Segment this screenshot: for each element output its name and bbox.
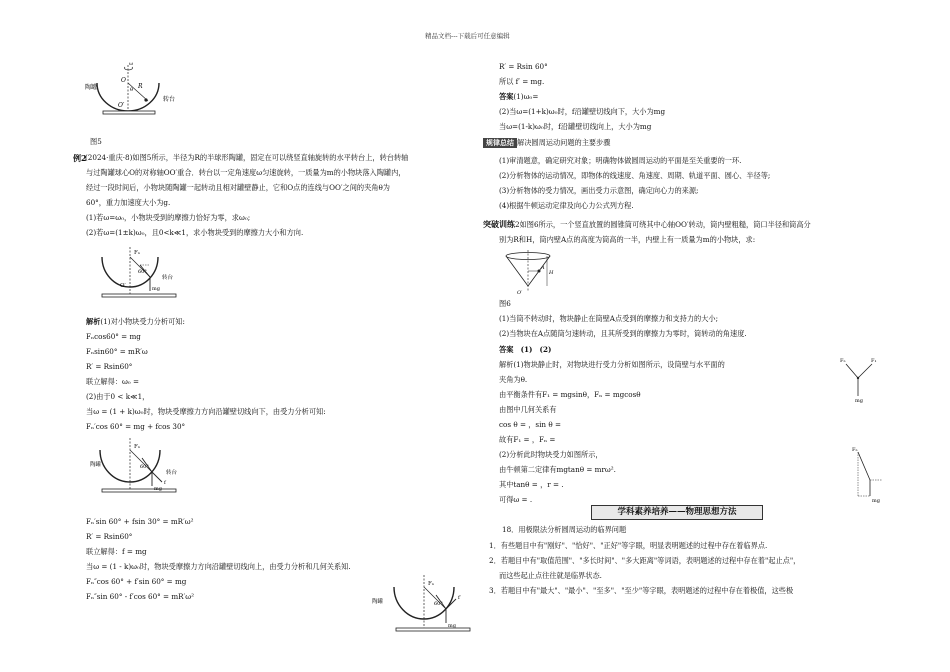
equation-9: Fₙ″cos 60° + f′sin 60° = mg bbox=[86, 577, 187, 586]
fd1-60-label: 60° bbox=[138, 269, 147, 275]
training-question-1: (1)当筒不转动时，物块静止在筒壁A点受到的摩擦力和支持力的大小; bbox=[499, 314, 719, 323]
fig5-O-label: O bbox=[121, 77, 126, 84]
training-label: 突破训练 bbox=[483, 219, 515, 229]
rule-3: (3)分析物体的受力情况，画出受力示意图，确定向心力的来源; bbox=[499, 186, 699, 195]
training-answer: 答案 (1) (2) bbox=[499, 345, 552, 354]
answer-label: 答案 bbox=[499, 92, 514, 101]
right-eq-1: R′ = Rsin 60° bbox=[499, 62, 548, 71]
point-2a: 2．若题目中有"取值范围"、"多长时间"、"多大距离"等词语，表明题述的过程中存在着"起止点"， bbox=[489, 556, 801, 565]
step-4: 当ω = (1 - k)ω₀时，物块受摩擦力方向沿罐壁切线向上，由受力分析和几何关系知. bbox=[86, 562, 351, 571]
answer-1 bbox=[499, 93, 538, 100]
equation-3: R′ = Rsin60° bbox=[86, 362, 133, 371]
solution-step-1: (1)对小物块受力分析可知: bbox=[100, 317, 185, 326]
fig6-Oprime-label: O′ bbox=[517, 290, 523, 296]
rule-4: (4)根据牛顿运动定律及向心力公式列方程. bbox=[499, 201, 634, 210]
question-2: (2)若ω=(1±k)ω₀，且0<k≪1，求小物块受到的摩擦力大小和方向. bbox=[86, 228, 304, 237]
fig6-A-label: A bbox=[541, 265, 545, 271]
section-banner: 学科素养培养——物理思想方法 bbox=[591, 505, 763, 520]
fd2-60-label: 60° bbox=[140, 464, 149, 470]
fd2-f-label: f bbox=[164, 480, 166, 486]
fd2-FN-label: Fₙ bbox=[134, 444, 141, 450]
question-1: (1)若ω=ω₀，小物块受到的摩擦力恰好为零，求ω₀; bbox=[86, 213, 251, 222]
training-text-1: 2如图6所示，一个竖直放置的圆锥筒可绕其中心轴OO′转动，筒内壁粗糙，筒口半径和筒高分 bbox=[515, 220, 811, 229]
training-line-2: 别为R和H，筒内壁A点的高度为筒高的一半，内壁上有一质量为m的小物块，求: bbox=[499, 235, 756, 244]
training-question-2: (2)当物块在A点随筒匀速转动，且其所受到的摩擦力为零时，筒转动的角速度. bbox=[499, 329, 747, 338]
fd1-Oprime-label: O′ bbox=[120, 283, 126, 289]
fig5-R-label: R bbox=[138, 83, 143, 90]
fd3-fprime-label: f′ bbox=[458, 595, 461, 601]
equation-4: 联立解得：ω₀ = bbox=[86, 377, 139, 386]
fig5-jar-diagram bbox=[85, 63, 200, 123]
fig6-H-label: H bbox=[549, 270, 554, 276]
example-line-3: 经过一段时间后，小物块随陶罐一起转动且相对罐壁静止，它和O点的连线与OO′之间的夹角θ为 bbox=[86, 183, 390, 192]
training-solution-2: 夹角为θ. bbox=[499, 375, 528, 384]
fd1-turntable-label: 转台 bbox=[162, 275, 174, 281]
training-solution-10: 可得ω = . bbox=[499, 495, 533, 504]
training-solution-1: 解析(1)物块静止时，对物块进行受力分析如图所示，设筒壁与水平面的 bbox=[499, 360, 725, 369]
example-line-1: (2024·重庆·8)如图5所示，半径为R的半球形陶罐，固定在可以绕竖直轴旋转的水平转台上，转台转轴 bbox=[85, 153, 409, 162]
force-diagram-rotating bbox=[850, 448, 890, 503]
equation-7: R′ = Rsin60° bbox=[86, 532, 133, 541]
fds-FN-label: Fₙ bbox=[840, 358, 846, 364]
right-eq-2: 所以 f′ = mg. bbox=[499, 77, 545, 86]
fig5-jar-label: 陶罐 bbox=[85, 84, 98, 91]
training-solution-9: 其中tanθ = ，r = . bbox=[499, 480, 564, 489]
rule-title: 解决圆周运动问题的主要步骤 bbox=[517, 138, 611, 147]
section-18-title: 18．用极限法分析圆周运动的临界问题 bbox=[502, 525, 627, 534]
point-2b: 而这些起止点往往就是临界状态. bbox=[499, 571, 602, 580]
fd3-jar-label: 陶罐 bbox=[372, 599, 384, 605]
training-solution-5: cos θ = ，sin θ = bbox=[499, 420, 561, 429]
fds-mg-label: mg bbox=[855, 398, 863, 404]
equation-8: 联立解得：f = mg bbox=[86, 547, 147, 556]
equation-10: Fₙ″sin 60° - f′cos 60° = mR′ω² bbox=[86, 592, 194, 601]
fd3-FN-label: Fₙ bbox=[428, 581, 435, 587]
training-solution-3: 由平衡条件有F₁ = mgsinθ，Fₙ = mgcosθ bbox=[499, 390, 641, 399]
fd1-FN-label: Fₙ bbox=[134, 250, 141, 256]
answer-2: (2)当ω=(1+k)ω₀时，f沿罐壁切线向下，大小为mg bbox=[499, 107, 666, 116]
rule-tag: 规律总结 bbox=[483, 138, 517, 148]
training-solution-7: (2)分析此时物块受力如图所示， bbox=[499, 450, 603, 459]
equation-1: Fₙcos60° = mg bbox=[86, 332, 141, 341]
force-diagram-2 bbox=[90, 438, 200, 498]
example-label: 例2 bbox=[73, 153, 87, 163]
step-3: 当ω = (1 + k)ω₀时，物块受摩擦力方向沿罐壁切线向下，由受力分析可知: bbox=[86, 407, 326, 416]
solution-label: 解析 bbox=[86, 317, 101, 326]
example-line-4: 60°，重力加速度大小为g. bbox=[86, 198, 171, 207]
force-diagram-1 bbox=[98, 245, 193, 303]
force-diagram-static bbox=[838, 356, 883, 404]
force-diagram-3 bbox=[372, 575, 482, 637]
fig5-Oprime-label: O′ bbox=[118, 102, 125, 109]
fd2-mg-label: mg bbox=[154, 486, 162, 492]
fd3-60-label: 60° bbox=[434, 601, 443, 607]
equation-6: Fₙ′sin 60° + fsin 30° = mR′ω² bbox=[86, 517, 194, 526]
rule-1: (1)审清题意，确定研究对象；明确物体做圆周运动的平面是至关重要的一环. bbox=[499, 156, 742, 165]
fdr-mg-label: mg bbox=[872, 498, 880, 504]
training-line-1 bbox=[483, 220, 811, 228]
fds-F1-label: F₁ bbox=[871, 358, 877, 364]
answer-1-text: (1)ω₀= bbox=[513, 92, 539, 101]
fd2-jar-label: 陶罐 bbox=[90, 462, 102, 468]
training-solution-8: 由牛顿第二定律有mgtanθ = mrω². bbox=[499, 465, 616, 474]
fig5-omega-label: ω bbox=[129, 61, 134, 67]
fig6-caption: 图6 bbox=[499, 299, 511, 308]
fdr-FN-label: Fₙ bbox=[852, 447, 858, 453]
fd2-turntable-label: 转台 bbox=[166, 470, 178, 476]
training-solution-4: 由图中几何关系有 bbox=[499, 405, 557, 414]
fig5-caption: 图5 bbox=[90, 137, 102, 146]
solution-intro bbox=[86, 318, 185, 325]
fig5-turntable-label: 转台 bbox=[163, 96, 176, 103]
rule-heading bbox=[483, 139, 610, 147]
equation-5: Fₙ′cos 60° = mg + fcos 30° bbox=[86, 422, 186, 431]
step-2: (2)由于0 < k≪1， bbox=[86, 392, 150, 401]
point-1: 1．有些题目中有"刚好"、"恰好"、"正好"等字眼，明显表明题述的过程中存在着临界点. bbox=[489, 541, 768, 550]
training-solution-6: 故有F₁ = ，Fₙ = bbox=[499, 435, 556, 444]
fd3-mg-label: mg bbox=[448, 623, 456, 629]
answer-3: 当ω=(1-k)ω₀时，f沿罐壁切线向上，大小为mg bbox=[499, 122, 652, 131]
rule-2: (2)分析物体的运动情况，即物体的线速度、角速度、周期、轨道平面、圆心、半径等; bbox=[499, 171, 771, 180]
point-3: 3．若题目中有"最大"、"最小"、"至多"、"至少"等字眼，表明题述的过程中存在着极值，这些极 bbox=[489, 586, 794, 595]
fd1-mg-label: mg bbox=[152, 286, 160, 292]
example-line-2: 与过陶罐球心O的对称轴OO′重合．转台以一定角速度ω匀速旋转，一质量为m的小物块落入陶罐内， bbox=[86, 168, 406, 177]
equation-2: Fₙsin60° = mR′ω bbox=[86, 347, 148, 356]
fig6-cone-diagram bbox=[503, 250, 563, 295]
fig5-theta-label: θ bbox=[130, 87, 134, 93]
page-header: 精品文档---下载后可任意编辑 bbox=[425, 32, 510, 40]
